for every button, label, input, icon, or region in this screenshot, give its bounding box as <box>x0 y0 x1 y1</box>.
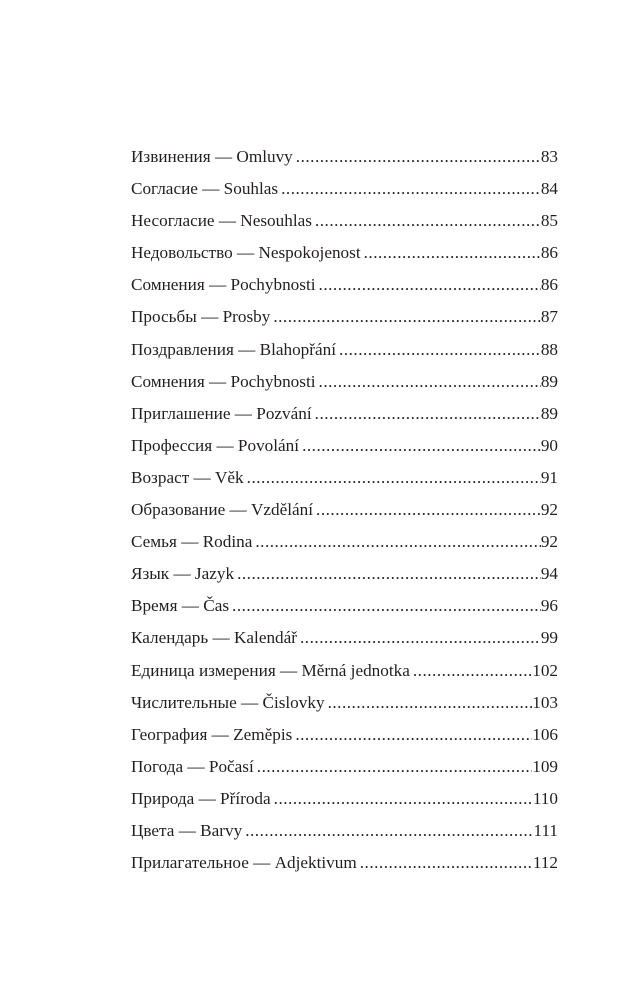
toc-entry-page: 99 <box>540 628 558 648</box>
toc-entry-page: 109 <box>532 756 558 776</box>
dot-leader <box>364 237 541 269</box>
toc-entry-title: Профессия — Povolání <box>131 435 300 455</box>
toc-entry-page: 85 <box>540 211 558 231</box>
dot-leader <box>255 526 540 558</box>
toc-entry-title: Недовольство — Nespokojenost <box>131 243 361 263</box>
dot-leader <box>302 430 541 462</box>
toc-entry-page: 112 <box>532 853 558 873</box>
toc-entry-page: 88 <box>540 339 558 359</box>
toc-entry <box>131 526 558 558</box>
dot-leader <box>232 590 541 622</box>
dot-leader <box>315 205 541 237</box>
table-of-contents <box>131 141 558 879</box>
dot-leader <box>319 366 541 398</box>
toc-entry-page: 92 <box>540 500 558 520</box>
dot-leader <box>413 655 532 687</box>
toc-entry-title: Прилагательное — Adjektivum <box>131 853 357 873</box>
toc-entry <box>131 462 558 494</box>
dot-leader <box>257 751 532 783</box>
dot-leader <box>295 719 532 751</box>
toc-entry-title: Цвета — Barvy <box>131 820 243 840</box>
toc-entry <box>131 558 558 590</box>
toc-entry <box>131 398 558 430</box>
dot-leader <box>296 141 541 173</box>
toc-entry <box>131 173 558 205</box>
toc-entry-page: 110 <box>532 788 558 808</box>
toc-entry-page: 86 <box>540 275 558 295</box>
toc-entry <box>131 237 558 269</box>
toc-entry <box>131 269 558 301</box>
toc-entry <box>131 847 558 879</box>
toc-entry-title: Числительные — Čislovky <box>131 692 325 712</box>
toc-entry-page: 102 <box>532 660 558 680</box>
dot-leader <box>245 815 533 847</box>
toc-entry <box>131 141 558 173</box>
toc-entry-title: Приглашение — Pozvání <box>131 403 312 423</box>
toc-entry-page: 111 <box>533 820 558 840</box>
dot-leader <box>315 398 541 430</box>
toc-entry-page: 87 <box>540 307 558 327</box>
toc-entry-title: Природа — Příroda <box>131 788 271 808</box>
toc-entry-title: Погода — Počasí <box>131 756 254 776</box>
toc-entry-title: Семья — Rodina <box>131 532 253 552</box>
toc-entry-page: 94 <box>540 564 558 584</box>
toc-entry-title: Образование — Vzdělání <box>131 500 314 520</box>
toc-entry <box>131 783 558 815</box>
toc-entry-title: Согласие — Souhlas <box>131 179 279 199</box>
dot-leader <box>316 494 541 526</box>
toc-entry <box>131 205 558 237</box>
toc-entry <box>131 687 558 719</box>
toc-entry-page: 84 <box>540 179 558 199</box>
dot-leader <box>273 301 540 333</box>
dot-leader <box>319 269 541 301</box>
toc-entry-title: Сомнения — Pochybnosti <box>131 275 316 295</box>
toc-entry <box>131 655 558 687</box>
toc-entry-page: 86 <box>540 243 558 263</box>
toc-entry-title: Поздравления — Blahopřání <box>131 339 336 359</box>
toc-entry-title: География — Zeměpis <box>131 724 293 744</box>
toc-entry-page: 106 <box>532 724 558 744</box>
toc-entry-title: Язык — Jazyk <box>131 564 235 584</box>
toc-entry-page: 89 <box>540 371 558 391</box>
toc-entry <box>131 334 558 366</box>
toc-entry <box>131 622 558 654</box>
toc-entry-page: 89 <box>540 403 558 423</box>
toc-entry-page: 83 <box>540 147 558 166</box>
dot-leader <box>237 558 541 590</box>
toc-entry-page: 92 <box>540 532 558 552</box>
toc-entry <box>131 590 558 622</box>
toc-entry <box>131 751 558 783</box>
toc-entry-page: 103 <box>532 692 558 712</box>
toc-entry-title: Извинения — Omluvy <box>131 147 293 166</box>
dot-leader <box>328 687 533 719</box>
toc-entry-title: Несогласие — Nesouhlas <box>131 211 312 231</box>
dot-leader <box>274 783 533 815</box>
toc-entry-title: Время — Čas <box>131 596 230 616</box>
toc-entry <box>131 430 558 462</box>
toc-entry <box>131 301 558 333</box>
toc-entry-title: Единица измерения — Měrná jednotka <box>131 660 410 680</box>
dot-leader <box>360 847 533 879</box>
toc-entry <box>131 366 558 398</box>
toc-entry-title: Возраст — Věk <box>131 467 244 487</box>
dot-leader <box>281 173 541 205</box>
toc-entry <box>131 494 558 526</box>
toc-entry-title: Календарь — Kalendář <box>131 628 297 648</box>
toc-entry-page: 90 <box>540 435 558 455</box>
toc-entry-page: 91 <box>540 467 558 487</box>
dot-leader <box>247 462 541 494</box>
toc-entry-page: 96 <box>540 596 558 616</box>
toc-entry-title: Просьбы — Prosby <box>131 307 271 327</box>
dot-leader <box>300 622 541 654</box>
dot-leader <box>339 334 541 366</box>
toc-entry <box>131 815 558 847</box>
toc-entry-title: Сомнения — Pochybnosti <box>131 371 316 391</box>
toc-entry <box>131 719 558 751</box>
